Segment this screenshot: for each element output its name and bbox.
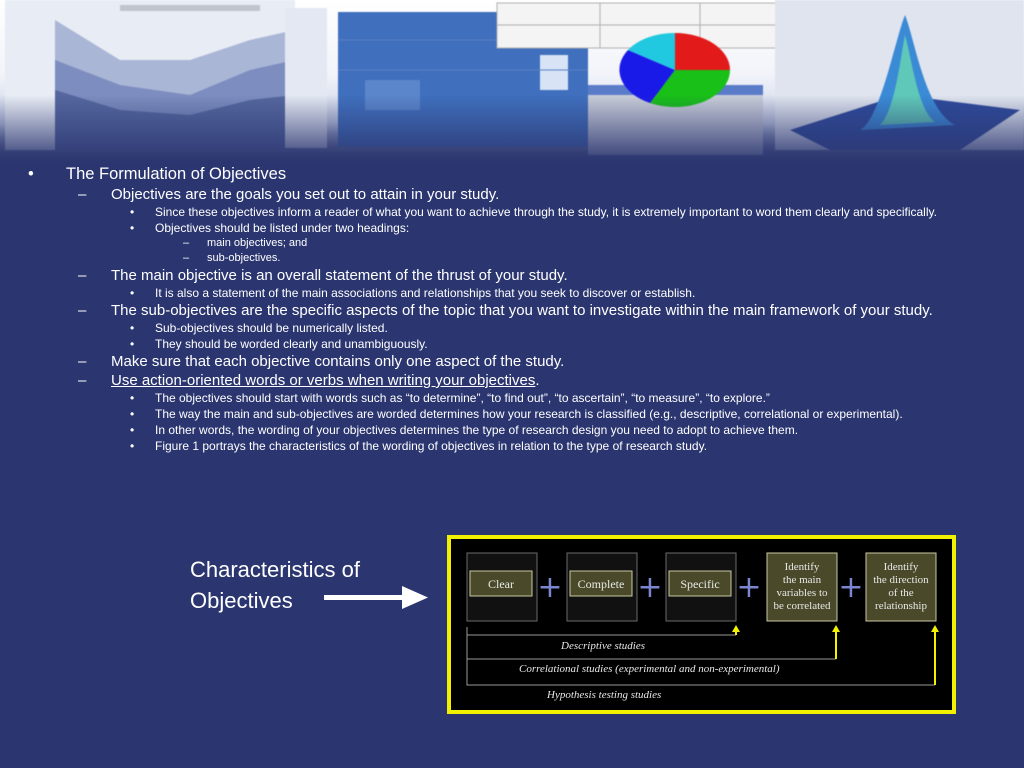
outline-item-level-2 xyxy=(0,184,1024,203)
outline-text: main objectives; and xyxy=(207,237,308,249)
outline-text: Make sure that each objective contains only one aspect of the study. xyxy=(111,353,565,370)
outline-text: The main objective is an overall statement of the thrust of your study. xyxy=(111,267,568,284)
outline-text: Figure 1 portrays the characteristics of the wording of objectives in relation to the type of research study. xyxy=(155,439,708,453)
bullet-marker: • xyxy=(130,221,135,235)
bullet-marker: • xyxy=(130,439,135,453)
objective-tall-label: the main xyxy=(782,574,822,586)
bullet-marker: – xyxy=(78,302,87,319)
header-collage xyxy=(0,0,1024,165)
objective-tall-label: relationship xyxy=(875,600,927,612)
bullet-marker: • xyxy=(130,391,135,405)
plus-sign: + xyxy=(537,570,563,605)
objective-tall-label: variables to xyxy=(776,587,828,599)
caption-line-1: Characteristics of xyxy=(190,557,360,582)
bullet-marker: • xyxy=(130,205,135,219)
outline-text: The objectives should start with words such as “to determine”, “to find out”, “to ascertain”, “to measure”, “to explore.” xyxy=(155,391,770,405)
objective-tall-label: of the xyxy=(888,587,914,599)
up-arrow-head-icon xyxy=(732,625,740,632)
outline-text: The Formulation of Objectives xyxy=(66,165,287,183)
objective-label: Specific xyxy=(680,577,720,591)
outline-suffix: . xyxy=(535,372,540,389)
study-label-hypothesis: Hypothesis testing studies xyxy=(547,689,662,701)
up-arrow-head-icon xyxy=(931,625,939,632)
outline-text: Use action-oriented words or verbs when writing your objectives xyxy=(111,372,536,389)
outline-text: The way the main and sub-objectives are worded determines how your research is classified (e.g., descriptive, correlational or experimental). xyxy=(155,407,903,421)
outline-item-level-2 xyxy=(0,265,1024,284)
outline-item-level-3 xyxy=(0,203,1024,219)
outline-item-level-3 xyxy=(0,219,1024,235)
outline-item-level-4 xyxy=(0,250,1024,265)
bullet-marker: • xyxy=(130,407,135,421)
outline-item-level-3 xyxy=(0,284,1024,300)
study-label-descriptive: Descriptive studies xyxy=(561,640,646,652)
objectives-diagram xyxy=(451,539,952,710)
objective-tall-label: the direction xyxy=(873,574,929,586)
outline-text: Sub-objectives should be numerically listed. xyxy=(155,321,388,335)
outline-item-level-2 xyxy=(0,370,1024,389)
outline-text: Objectives should be listed under two headings: xyxy=(155,221,410,235)
bullet-marker: – xyxy=(78,372,87,389)
bullet-marker: – xyxy=(78,186,87,203)
objectives-figure xyxy=(447,535,956,714)
outline-text: It is also a statement of the main associations and relationships that you seek to discover or establish. xyxy=(155,286,696,300)
outline-item-level-2 xyxy=(0,300,1024,319)
bullet-marker: • xyxy=(28,165,34,183)
outline-item-level-2 xyxy=(0,351,1024,370)
outline-text: Objectives are the goals you set out to attain in your study. xyxy=(111,186,500,203)
objective-tall-label: Identify xyxy=(784,561,820,573)
slide-outline xyxy=(0,164,1024,453)
outline-item-level-3 xyxy=(0,389,1024,405)
objective-tall-label: Identify xyxy=(883,561,919,573)
plus-sign: + xyxy=(736,570,762,605)
objective-label: Complete xyxy=(577,577,625,591)
bullet-marker: – xyxy=(78,353,87,370)
objective-label: Clear xyxy=(488,577,514,591)
plus-sign: + xyxy=(637,570,663,605)
objective-tall-label: be correlated xyxy=(773,600,831,612)
outline-text: sub-objectives. xyxy=(207,252,281,264)
outline-item-level-4 xyxy=(0,235,1024,250)
outline-text: They should be worded clearly and unambiguously. xyxy=(155,337,428,351)
bullet-marker: • xyxy=(130,423,135,437)
study-label-correlational: Correlational studies (experimental and non-experimental) xyxy=(519,663,780,675)
outline-item-level-3 xyxy=(0,319,1024,335)
plus-sign: + xyxy=(838,570,864,605)
outline-item-level-3 xyxy=(0,405,1024,421)
bullet-marker: • xyxy=(130,286,135,300)
bracket-correlational xyxy=(467,635,836,659)
bullet-marker: • xyxy=(130,321,135,335)
bullet-marker: – xyxy=(78,267,87,284)
bullet-marker: – xyxy=(183,252,190,264)
bullet-marker: • xyxy=(130,337,135,351)
outline-item-level-1 xyxy=(0,164,1024,184)
outline-text: Since these objectives inform a reader of what you want to achieve through the study, it is extremely important to word them clearly and specifically. xyxy=(155,205,937,219)
caption-line-2: Objectives xyxy=(190,588,293,613)
bullet-marker: – xyxy=(183,237,190,249)
outline-item-level-3 xyxy=(0,335,1024,351)
outline-item-level-3 xyxy=(0,421,1024,437)
bracket-descriptive xyxy=(467,627,736,635)
up-arrow-head-icon xyxy=(832,625,840,632)
outline-item-level-3 xyxy=(0,437,1024,453)
outline-text: The sub-objectives are the specific aspects of the topic that you want to investigate within the main framework of your study. xyxy=(111,302,933,319)
outline-text: In other words, the wording of your objectives determines the type of research design you need to adopt to achieve them. xyxy=(155,423,799,437)
right-arrow-icon xyxy=(322,584,432,614)
